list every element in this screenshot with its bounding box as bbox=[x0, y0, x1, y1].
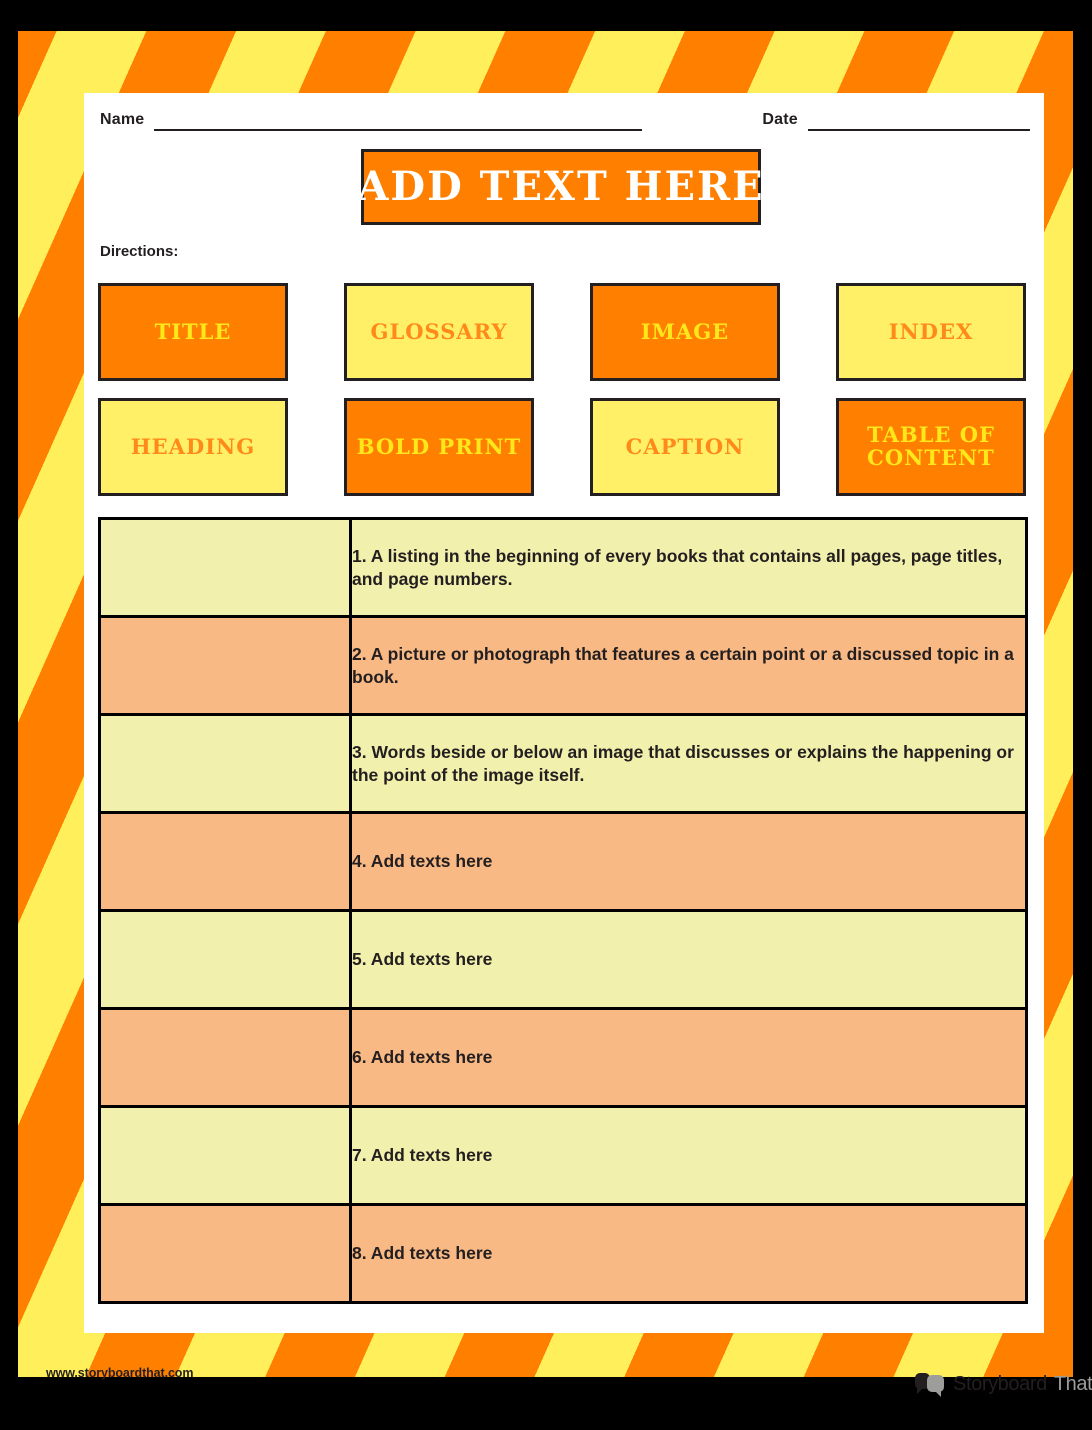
word-box[interactable] bbox=[344, 283, 534, 381]
word-box-label: IMAGE bbox=[640, 318, 730, 344]
table-row bbox=[100, 1009, 1027, 1107]
striped-border-frame bbox=[18, 31, 1092, 1395]
answer-blank-cell[interactable] bbox=[100, 519, 351, 617]
logo-word-that: That bbox=[1053, 1372, 1092, 1395]
footer-url[interactable]: www.storyboardthat.com bbox=[46, 1366, 194, 1380]
definition-text: 8. Add texts here bbox=[352, 1243, 493, 1264]
answer-blank-cell[interactable] bbox=[100, 715, 351, 813]
word-box[interactable] bbox=[590, 283, 780, 381]
word-box[interactable] bbox=[836, 283, 1026, 381]
name-label: Name bbox=[100, 111, 145, 128]
table-row bbox=[100, 1107, 1027, 1205]
definition-cell bbox=[351, 519, 1027, 617]
date-label: Date bbox=[762, 111, 798, 128]
page-title: ADD TEXT HERE bbox=[357, 163, 765, 210]
name-input-line[interactable] bbox=[154, 113, 642, 131]
definition-cell bbox=[351, 1009, 1027, 1107]
definition-cell bbox=[351, 911, 1027, 1009]
definition-cell bbox=[351, 715, 1027, 813]
speech-bubble-front-icon bbox=[927, 1375, 944, 1392]
answer-blank-cell[interactable] bbox=[100, 1009, 351, 1107]
answer-blank-cell[interactable] bbox=[100, 1107, 351, 1205]
storyboardthat-logo[interactable] bbox=[915, 1372, 1092, 1396]
word-box-label: TABLE OF CONTENT bbox=[867, 422, 995, 470]
definition-text: 2. A picture or photograph that features a certain point or a discussed topic in a book. bbox=[352, 643, 1014, 687]
table-row bbox=[100, 1205, 1027, 1303]
word-box[interactable] bbox=[344, 398, 534, 496]
title-banner[interactable] bbox=[357, 149, 765, 225]
definition-text: 6. Add texts here bbox=[352, 1047, 493, 1068]
name-date-row bbox=[100, 111, 1030, 131]
definition-text: 5. Add texts here bbox=[352, 949, 493, 970]
word-box[interactable] bbox=[590, 398, 780, 496]
word-bank-grid bbox=[98, 283, 1028, 496]
definition-text: 7. Add texts here bbox=[352, 1145, 493, 1166]
definitions-table bbox=[98, 517, 1028, 1304]
definition-cell bbox=[351, 1107, 1027, 1205]
directions-label: Directions: bbox=[100, 243, 179, 260]
table-row bbox=[100, 911, 1027, 1009]
table-row bbox=[100, 715, 1027, 813]
definition-cell bbox=[351, 813, 1027, 911]
definition-text: 4. Add texts here bbox=[352, 851, 493, 872]
word-box-label: INDEX bbox=[888, 318, 974, 344]
definitions-table-body bbox=[100, 519, 1027, 1303]
word-box[interactable] bbox=[98, 398, 288, 496]
answer-blank-cell[interactable] bbox=[100, 1205, 351, 1303]
speech-bubbles-icon bbox=[915, 1372, 946, 1396]
word-box-label: CAPTION bbox=[625, 433, 745, 459]
answer-blank-cell[interactable] bbox=[100, 617, 351, 715]
word-box-label: BOLD PRINT bbox=[356, 433, 522, 459]
date-input-line[interactable] bbox=[808, 113, 1030, 131]
word-box-label: GLOSSARY bbox=[370, 318, 508, 344]
word-box[interactable] bbox=[98, 283, 288, 381]
table-row bbox=[100, 519, 1027, 617]
answer-blank-cell[interactable] bbox=[100, 911, 351, 1009]
table-row bbox=[100, 617, 1027, 715]
definition-text: 3. Words beside or below an image that discusses or explains the happening or the point of the image itself. bbox=[352, 741, 1014, 785]
word-box-label: HEADING bbox=[130, 433, 256, 459]
table-row bbox=[100, 813, 1027, 911]
word-box[interactable] bbox=[836, 398, 1026, 496]
definition-text: 1. A listing in the beginning of every books that contains all pages, page titles, and page numbers. bbox=[352, 545, 1003, 589]
logo-word-storyboard: Storyboard bbox=[953, 1372, 1047, 1395]
definition-cell bbox=[351, 617, 1027, 715]
worksheet-sheet bbox=[84, 93, 1044, 1333]
word-box-label: TITLE bbox=[154, 318, 232, 344]
answer-blank-cell[interactable] bbox=[100, 813, 351, 911]
definition-cell bbox=[351, 1205, 1027, 1303]
